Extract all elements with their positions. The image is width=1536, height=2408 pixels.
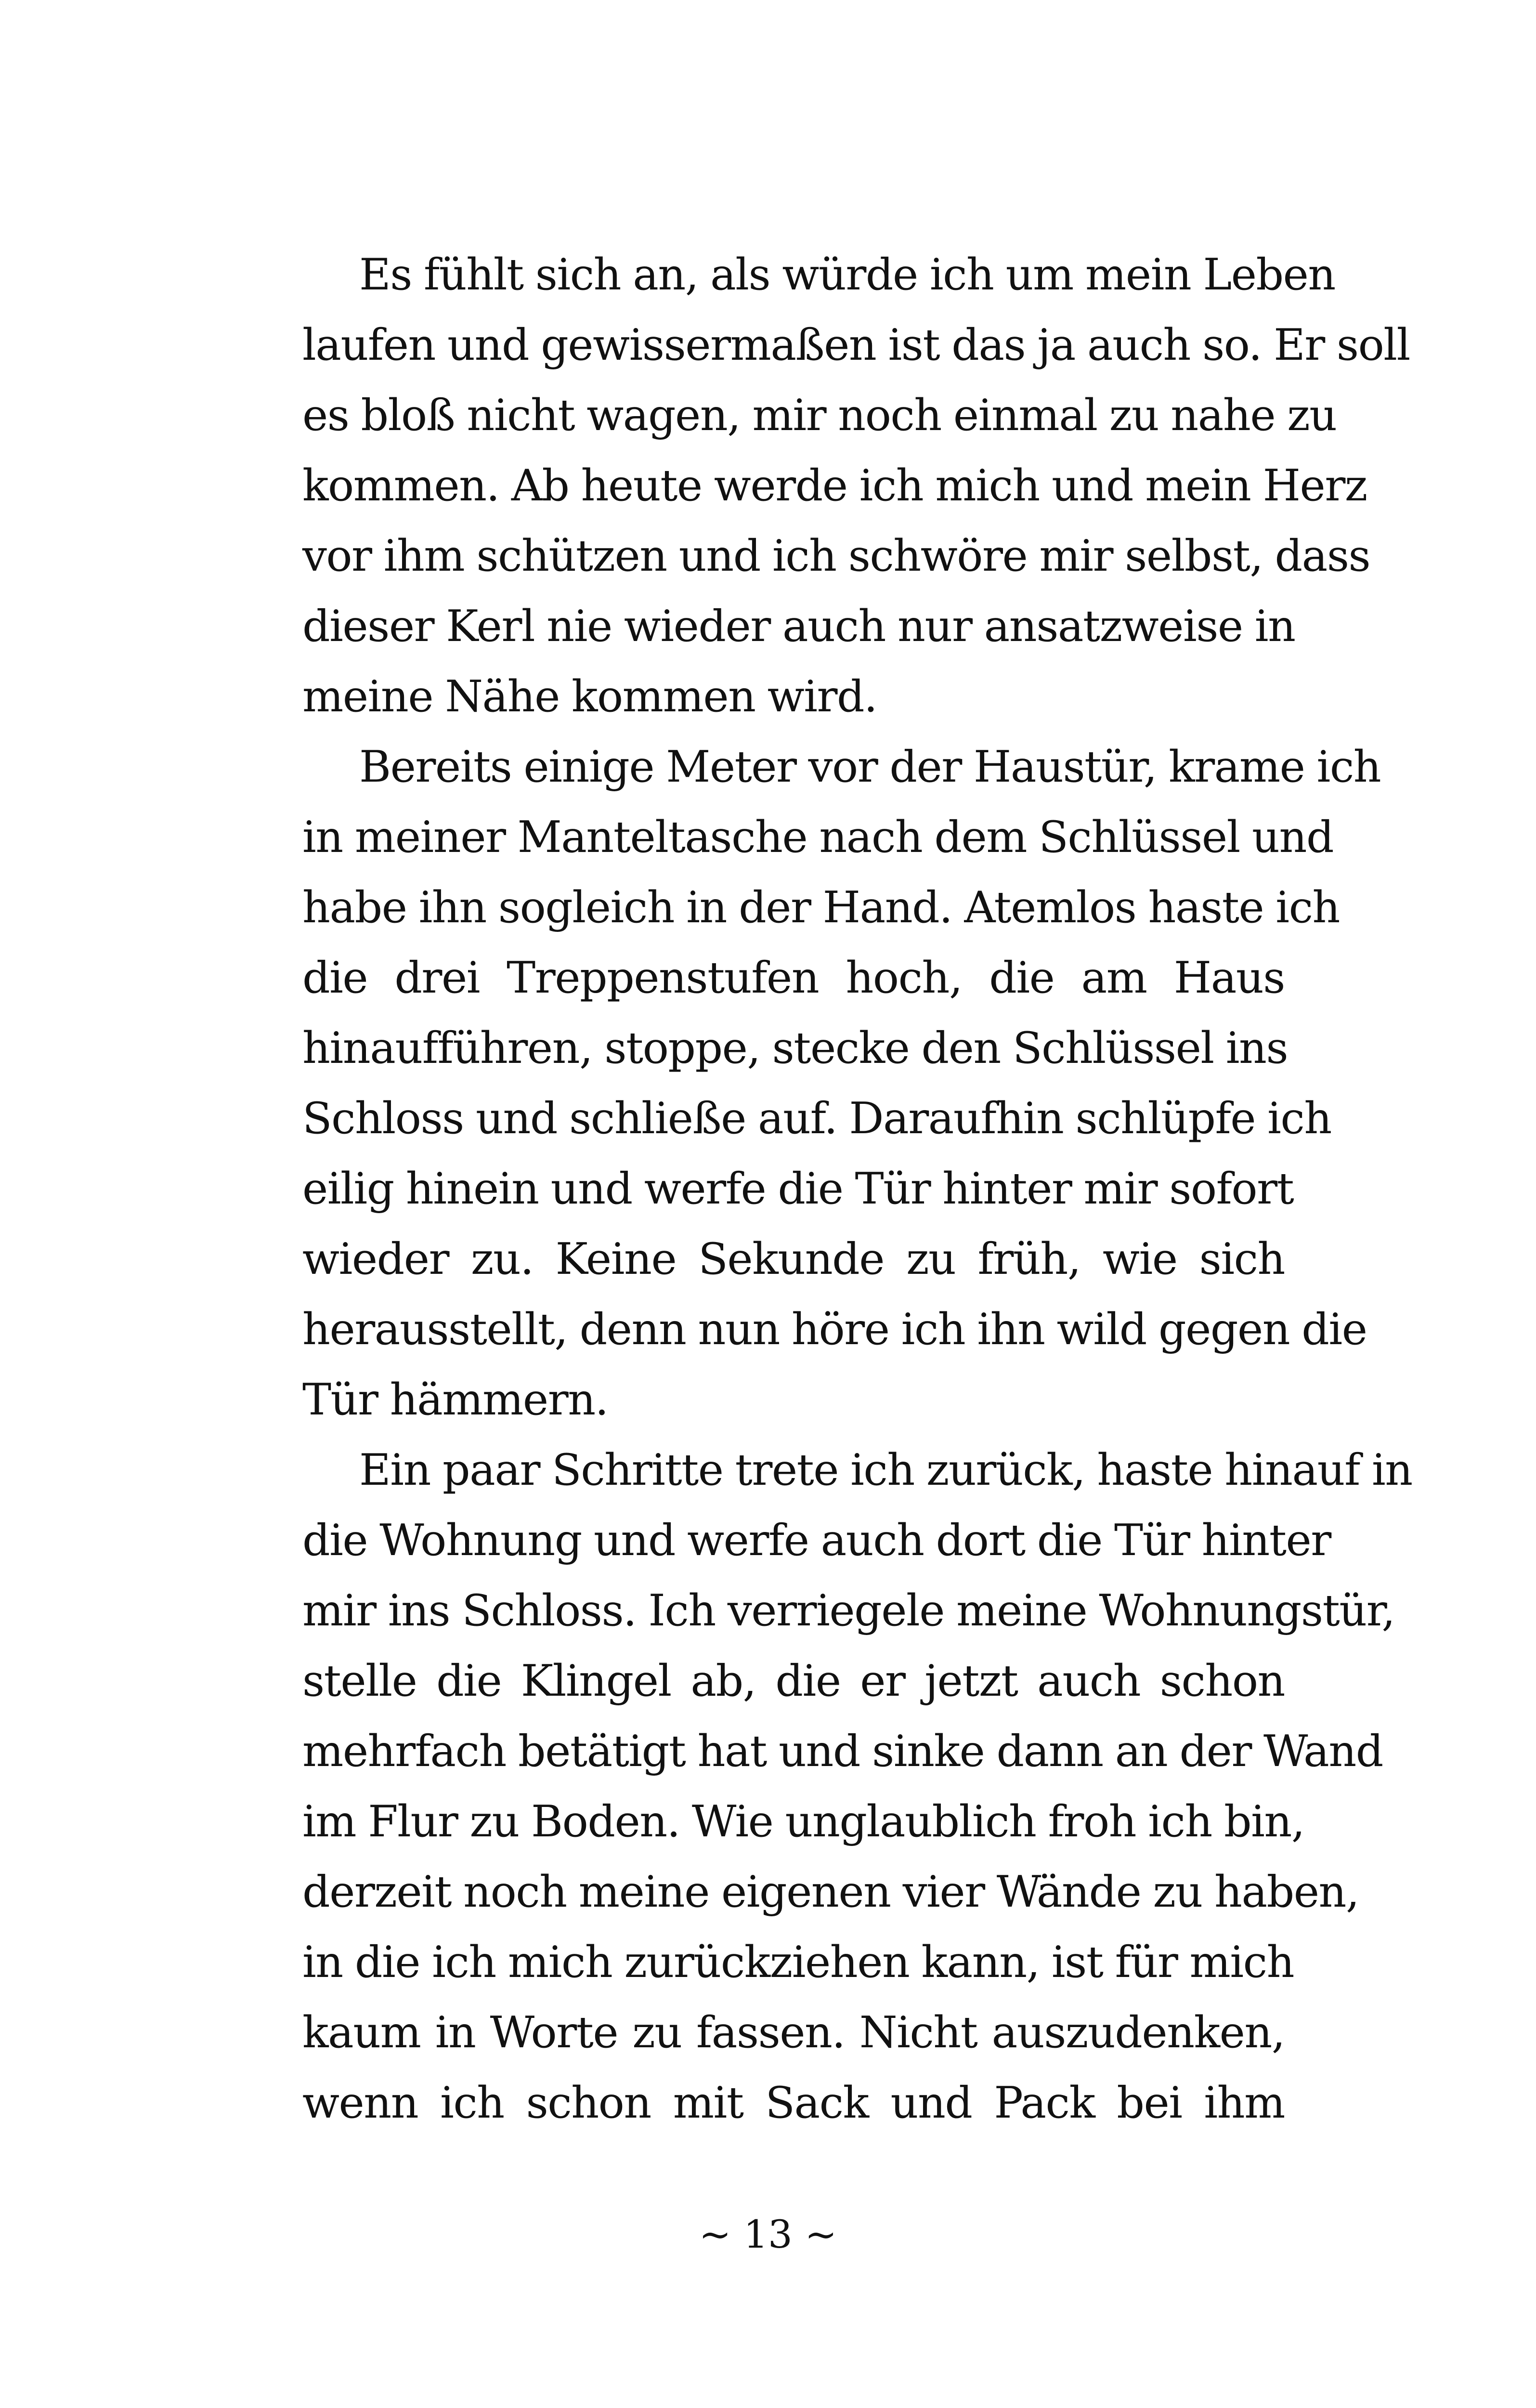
text-line: wenn ich schon mit Sack und Pack bei ihm (302, 2078, 1285, 2128)
text-line: habe ihn sogleich in der Hand. Atemlos haste ich (302, 882, 1340, 933)
text-line: mir ins Schloss. Ich verriegele meine Wohnungstür, (302, 1585, 1395, 1636)
page-number: ~ 13 ~ (699, 2212, 837, 2257)
text-line: es bloß nicht wagen, mir noch einmal zu nahe zu (302, 390, 1337, 441)
text-line: dieser Kerl nie wieder auch nur ansatzweise in (302, 601, 1295, 652)
text-line: eilig hinein und werfe die Tür hinter mir sofort (302, 1164, 1294, 1214)
text-line: mehrfach betätigt hat und sinke dann an der Wand (302, 1726, 1383, 1777)
text-line: kommen. Ab heute werde ich mich und mein Herz (302, 460, 1367, 511)
text-line: laufen und gewissermaßen ist das ja auch so. Er soll (302, 320, 1410, 370)
body-text (302, 240, 1412, 2138)
text-line: in meiner Manteltasche nach dem Schlüssel und (302, 812, 1334, 863)
text-line: stelle die Klingel ab, die er jetzt auch schon (302, 1656, 1285, 1706)
text-line: Es fühlt sich an, als würde ich um mein Leben (359, 249, 1335, 300)
text-line: meine Nähe kommen wird. (302, 671, 877, 722)
text-line: Bereits einige Meter vor der Haustür, krame ich (359, 742, 1381, 792)
text-line: im Flur zu Boden. Wie unglaublich froh ich bin, (302, 1796, 1304, 1847)
text-line: vor ihm schützen und ich schwöre mir selbst, dass (302, 531, 1370, 581)
text-line: Tür hämmern. (302, 1374, 608, 1425)
text-line: die drei Treppenstufen hoch, die am Haus (302, 953, 1285, 1003)
text-line: hinaufführen, stoppe, stecke den Schlüssel ins (302, 1023, 1288, 1073)
text-line: die Wohnung und werfe auch dort die Tür hinter (302, 1515, 1331, 1566)
text-line: kaum in Worte zu fassen. Nicht auszudenken, (302, 2007, 1285, 2058)
text-line: Schloss und schließe auf. Daraufhin schlüpfe ich (302, 1093, 1331, 1144)
text-line: wieder zu. Keine Sekunde zu früh, wie sich (302, 1234, 1285, 1284)
text-line: herausstellt, denn nun höre ich ihn wild gegen die (302, 1304, 1367, 1355)
text-line: derzeit noch meine eigenen vier Wände zu haben, (302, 1867, 1359, 1917)
text-line: Ein paar Schritte trete ich zurück, haste hinauf in (359, 1445, 1412, 1495)
text-line: in die ich mich zurückziehen kann, ist für mich (302, 1937, 1294, 1988)
